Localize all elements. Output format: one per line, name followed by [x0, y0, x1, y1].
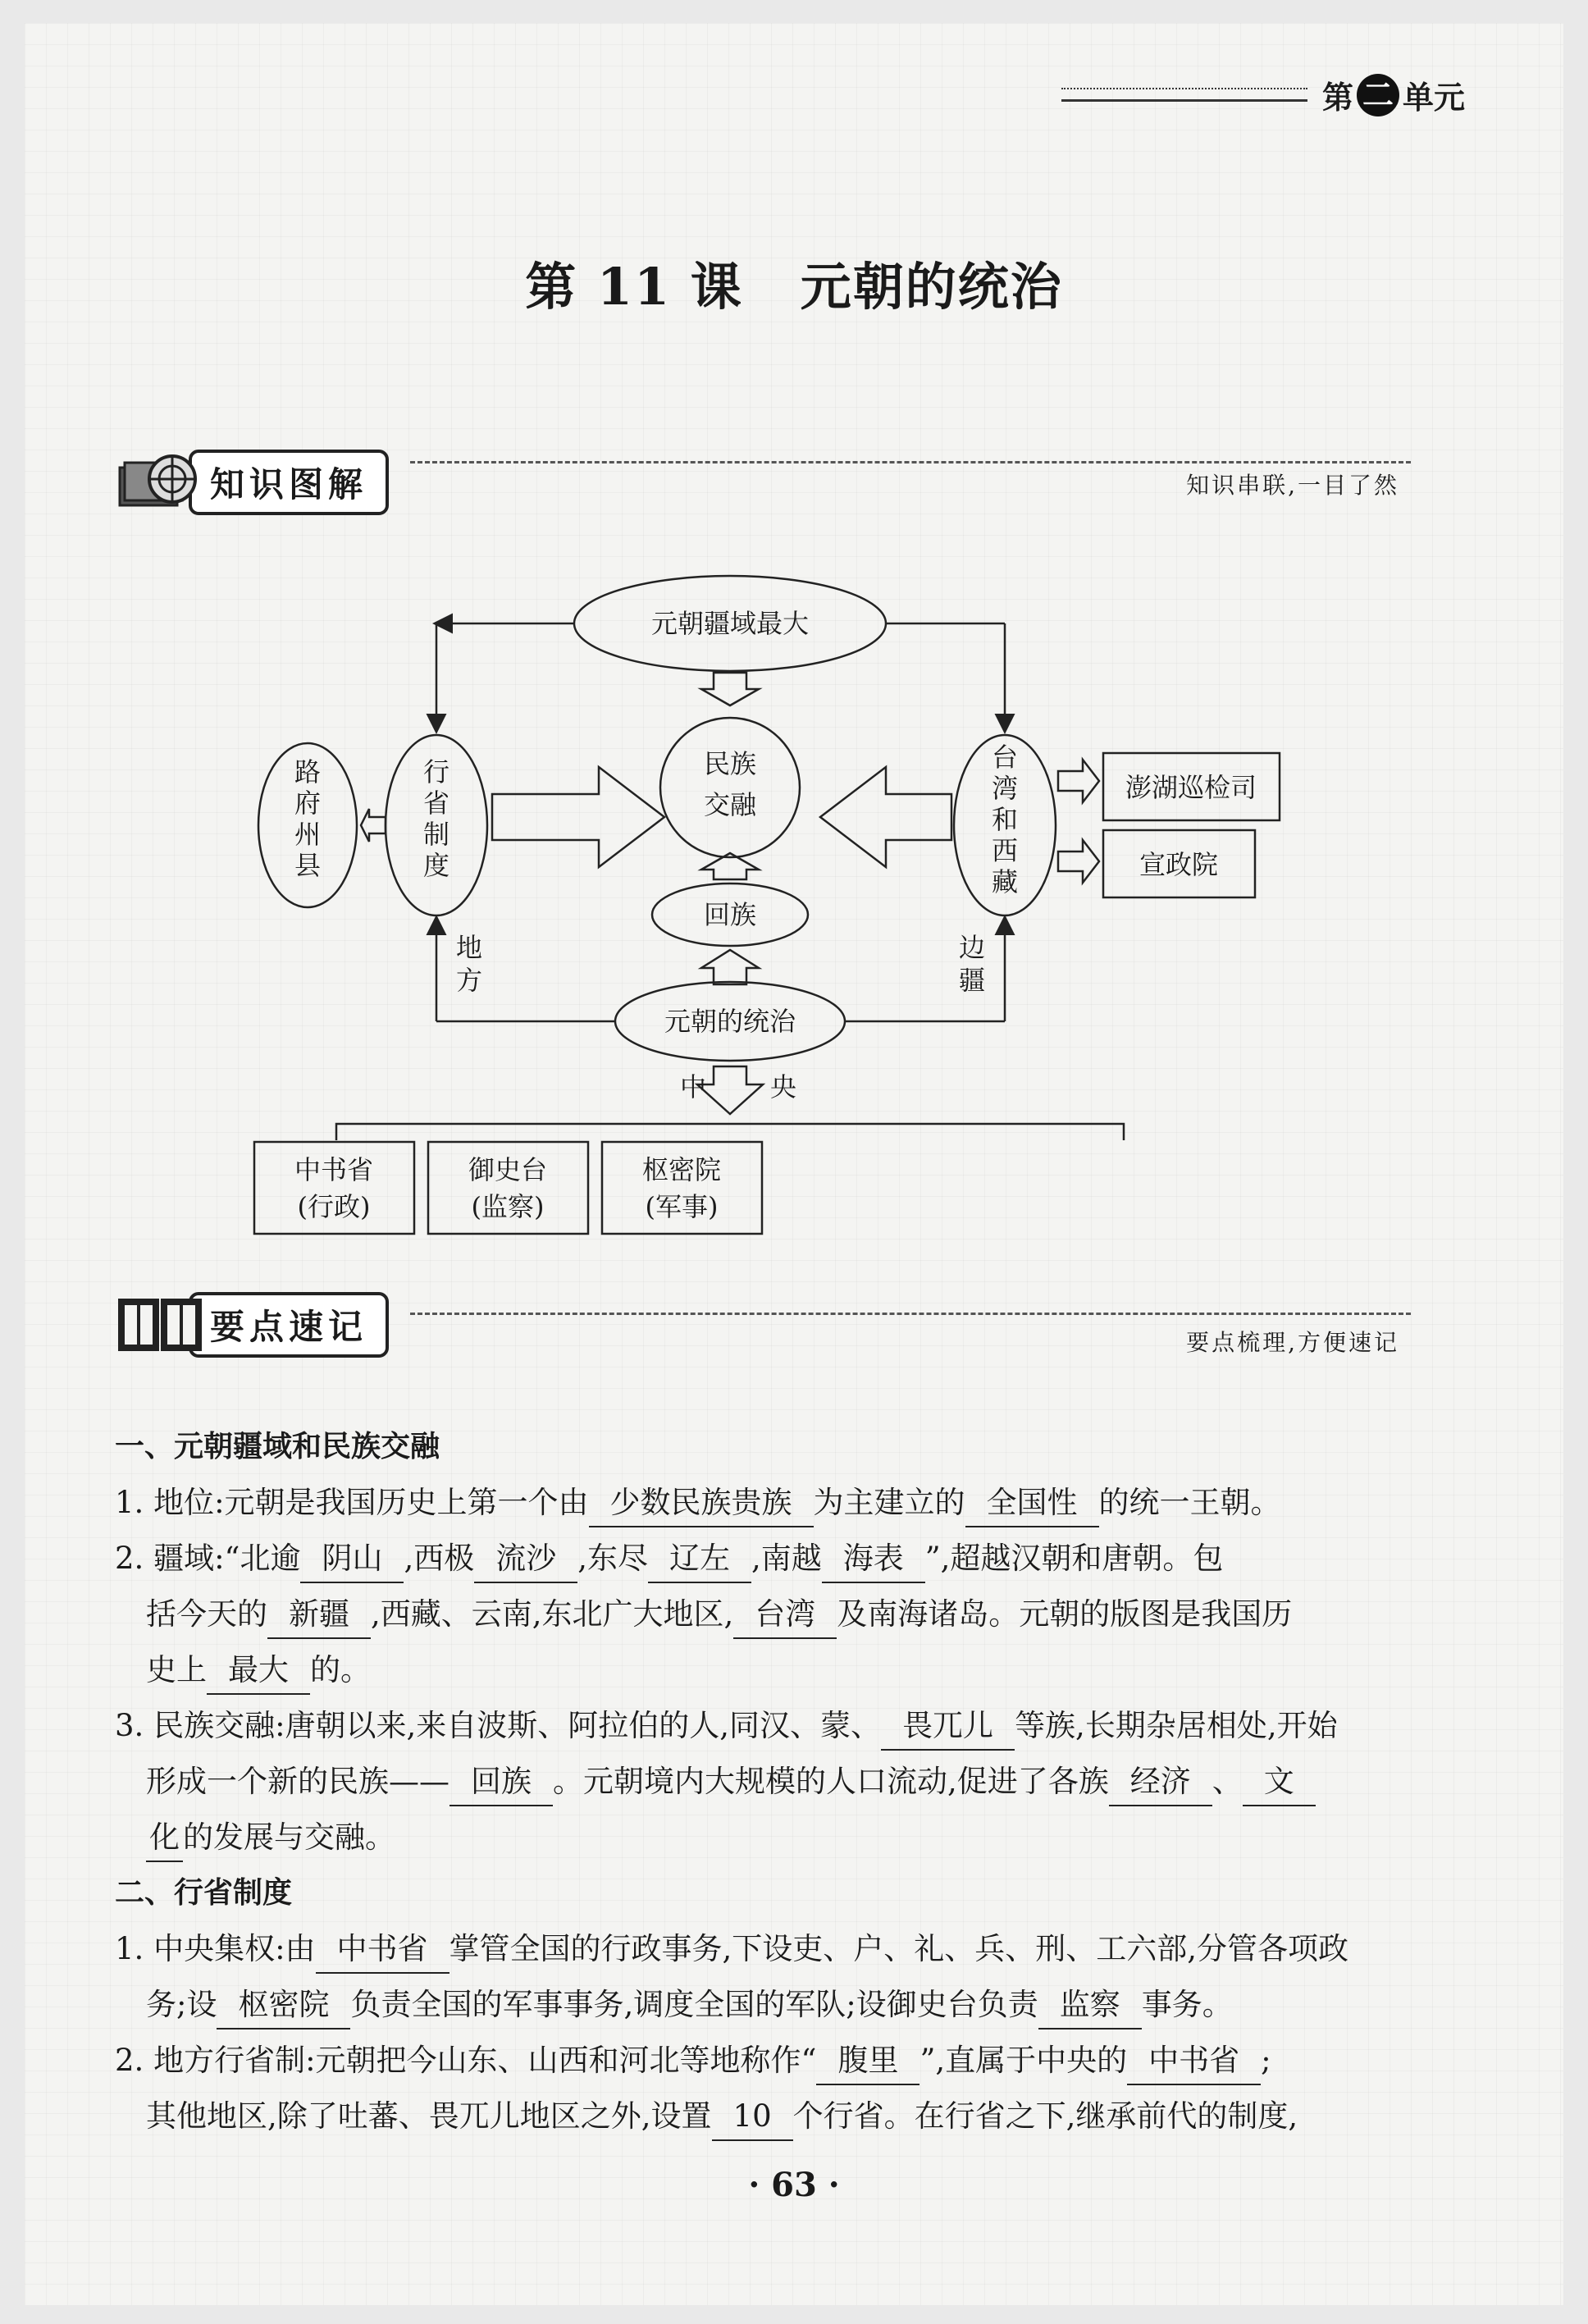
label-left-2: 省 [422, 788, 450, 819]
point-2-cont [115, 1587, 1444, 1642]
answer-blank: 监察 [1038, 1982, 1142, 2030]
answer-blank: 腹里 [816, 2038, 919, 2085]
text: 括今天的 [146, 1596, 267, 1632]
answer-blank: 全国性 [965, 1480, 1099, 1527]
label-right-1: 台 [991, 742, 1019, 773]
label-center-1: 民族 [703, 748, 757, 779]
text: ,西藏、云南,东北广大地区, [371, 1596, 734, 1632]
text: 。元朝境内大规模的人口流动,促进了各族 [553, 1764, 1109, 1799]
text: 事务。 [1141, 1987, 1233, 2022]
lesson-title [0, 246, 1588, 319]
answer-blank: 中书省 [1127, 2038, 1261, 2085]
text: 1. 中央集权:由 [115, 1931, 316, 1966]
label-penghu: 澎湖巡检司 [1125, 772, 1257, 803]
text: ,西极 [404, 1541, 475, 1576]
answer-blank: 最大 [207, 1647, 310, 1695]
answer-blank: 化 [146, 1815, 183, 1862]
section-header-diagram [115, 450, 389, 515]
label-difang-1: 地 [455, 932, 483, 963]
label-hui: 回族 [703, 899, 757, 930]
text: 3. 民族交融:唐朝以来,来自波斯、阿拉伯的人,同汉、蒙、 [115, 1708, 882, 1743]
box2-line1: 御史台 [468, 1154, 548, 1185]
compass-book-icon [115, 450, 205, 515]
label-farleft-4: 县 [294, 850, 322, 881]
answer-blank: 文 [1243, 1759, 1316, 1806]
text: 2. 地方行省制:元朝把今山东、山西和河北等地称作“ [115, 2043, 817, 2078]
text: ”,超越汉朝和唐朝。包 [924, 1541, 1224, 1576]
section-header-points [115, 1292, 389, 1358]
label-bottom: 元朝的统治 [664, 1006, 796, 1037]
label-bianjiang-2: 疆 [958, 965, 986, 996]
text: 负责全国的军事事务,调度全国的军队;设御史台负责 [350, 1987, 1038, 2022]
label-xuanzheng: 宣政院 [1139, 849, 1219, 880]
answer-blank: 流沙 [474, 1536, 577, 1583]
point-4-cont [115, 1977, 1444, 2033]
text: 为主建立的 [813, 1485, 965, 1520]
point-3-cont [115, 1810, 1444, 1865]
lesson-name: 元朝的统治 [800, 257, 1063, 317]
text: 、 [1212, 1764, 1243, 1799]
answer-blank: 畏兀儿 [881, 1703, 1015, 1751]
answer-blank: 回族 [449, 1759, 553, 1806]
label-farleft-3: 州 [294, 819, 322, 850]
section-tagline: 要点梳理,方便速记 [1186, 1329, 1399, 1356]
point-1 [115, 1475, 1444, 1531]
lesson-number: 第 11 课 [525, 257, 743, 317]
answer-blank: 枢密院 [217, 1982, 350, 2030]
section-divider [410, 1313, 1411, 1315]
text: 务;设 [146, 1987, 217, 2022]
text: ; [1261, 2043, 1271, 2078]
heading-2: 二、行省制度 [115, 1876, 293, 1910]
label-yang: 央 [769, 1071, 797, 1103]
text: 其他地区,除了吐蕃、畏兀儿地区之外,设置 [146, 2098, 712, 2134]
text: 形成一个新的民族—— [146, 1764, 449, 1799]
answer-blank: 中书省 [316, 1926, 449, 1974]
label-bianjiang-1: 边 [958, 932, 986, 963]
answer-blank: 新疆 [267, 1591, 371, 1639]
section-label: 知识图解 [189, 450, 389, 515]
box1-line2: (行政) [297, 1191, 371, 1222]
box1-line1: 中书省 [294, 1154, 374, 1185]
label-right-4: 西 [991, 835, 1019, 866]
label-right-5: 藏 [991, 866, 1019, 897]
label-left-4: 度 [422, 850, 450, 881]
text: 等族,长期杂居相处,开始 [1015, 1708, 1338, 1743]
label-left-1: 行 [422, 756, 450, 788]
answer-blank: 海表 [822, 1536, 925, 1583]
point-2-cont [115, 1642, 1444, 1698]
oval-center [660, 718, 800, 857]
text: ”,直属于中央的 [919, 2043, 1128, 2078]
label-difang-2: 方 [455, 965, 483, 996]
text: 的发展与交融。 [183, 1819, 395, 1855]
text: 2. 疆域:“北逾 [115, 1541, 301, 1576]
label-farleft-2: 府 [294, 788, 322, 819]
section-tagline: 知识串联,一目了然 [1186, 472, 1399, 499]
section-label: 要点速记 [189, 1292, 389, 1358]
text: 史上 [146, 1652, 207, 1687]
point-5 [115, 2033, 1444, 2089]
label-zhong: 中 [679, 1071, 707, 1103]
unit-header [1061, 72, 1465, 117]
answer-blank: 少数民族贵族 [589, 1480, 814, 1527]
text: 掌管全国的行政事务,下设吏、户、礼、兵、刑、工六部,分管各项政 [449, 1931, 1349, 1966]
text: 及南海诸岛。元朝的版图是我国历 [837, 1596, 1293, 1632]
label-top: 元朝疆域最大 [650, 608, 810, 639]
point-3 [115, 1698, 1444, 1754]
answer-blank: 10 [712, 2093, 793, 2141]
point-5-cont [115, 2089, 1444, 2144]
unit-number-badge: 二 [1357, 74, 1399, 116]
text: 的统一王朝。 [1098, 1485, 1281, 1520]
knowledge-diagram [246, 566, 1345, 1239]
answer-blank: 台湾 [733, 1591, 837, 1639]
text: 1. 地位:元朝是我国历史上第一个由 [115, 1485, 589, 1520]
text: ,东尽 [577, 1541, 648, 1576]
section-divider [410, 461, 1411, 463]
text: 个行省。在行省之下,继承前代的制度, [792, 2098, 1298, 2134]
box3-line1: 枢密院 [641, 1154, 722, 1185]
answer-blank: 阴山 [300, 1536, 404, 1583]
text: 的。 [310, 1652, 371, 1687]
unit-suffix: 单元 [1402, 80, 1465, 116]
point-4 [115, 1921, 1444, 1977]
label-left-3: 制 [422, 819, 450, 850]
key-points [115, 1419, 1444, 2144]
header-rule [1061, 88, 1307, 102]
text: ,南越 [751, 1541, 822, 1576]
page-number: · 63 · [748, 2166, 840, 2204]
point-3-cont [115, 1754, 1444, 1810]
answer-blank: 经济 [1109, 1759, 1212, 1806]
point-2 [115, 1531, 1444, 1587]
box3-line2: (军事) [645, 1191, 719, 1222]
label-farleft-1: 路 [294, 756, 322, 788]
label-right-3: 和 [991, 804, 1019, 835]
label-center-2: 交融 [703, 789, 757, 820]
unit-prefix: 第 [1321, 80, 1353, 116]
answer-blank: 辽左 [648, 1536, 751, 1583]
label-right-2: 湾 [991, 773, 1019, 804]
heading-1: 一、元朝疆域和民族交融 [115, 1430, 440, 1463]
open-book-icon [115, 1292, 205, 1358]
box2-line2: (监察) [471, 1191, 545, 1222]
